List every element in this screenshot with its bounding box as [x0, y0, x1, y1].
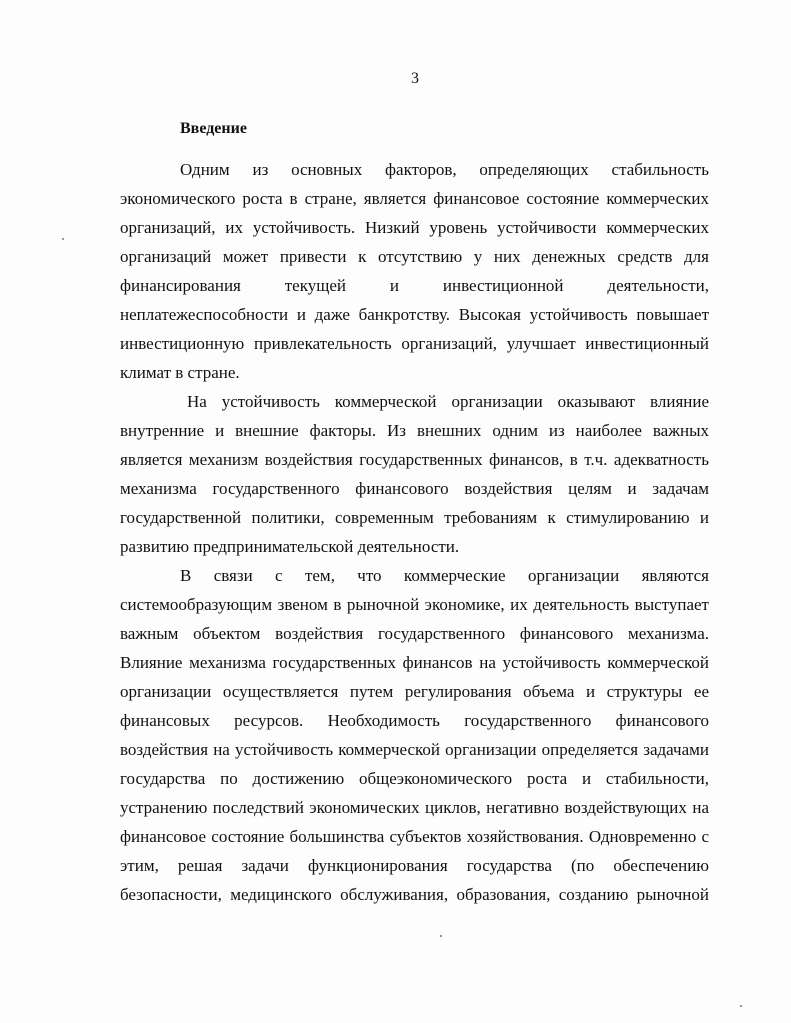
- scan-speck: [62, 238, 64, 240]
- paragraph-3-line-9: устранению последствий экономических циклов, негативно воздействующих на: [120, 798, 709, 817]
- paragraph-3-line-12: безопасности, медицинского обслуживания, образования, созданию рыночной: [120, 885, 709, 904]
- paragraph-3-line-11: этим, решая задачи функционирования государства (по обеспечению: [120, 856, 709, 875]
- paragraph-2-line-2: внутренние и внешние факторы. Из внешних одним из наиболее важных: [120, 421, 709, 440]
- paragraph-3-line-6: финансовых ресурсов. Необходимость государственного финансового: [120, 711, 709, 730]
- paragraph-2-line-6: развитию предпринимательской деятельности.: [120, 537, 460, 556]
- paragraph-1-line-7: инвестиционную привлекательность организаций, улучшает инвестиционный: [120, 334, 709, 353]
- paragraph-1-line-2: экономического роста в стране, является финансовое состояние коммерческих: [120, 189, 709, 208]
- paragraph-3-line-5: организации осуществляется путем регулирования объема и структуры ее: [120, 682, 709, 701]
- paragraph-2-line-5: государственной политики, современным требованиям к стимулированию и: [120, 508, 709, 527]
- paragraph-1-line-5: финансирования текущей и инвестиционной деятельности,: [120, 276, 709, 295]
- paragraph-1-line-4: организаций может привести к отсутствию у них денежных средств для: [120, 247, 709, 266]
- section-heading: Введение: [180, 120, 247, 137]
- paragraph-3-line-1: В связи с тем, что коммерческие организации являются: [180, 566, 709, 585]
- paragraph-3-line-10: финансовое состояние большинства субъектов хозяйствования. Одновременно с: [120, 827, 709, 846]
- paragraph-1-line-8: климат в стране.: [120, 363, 240, 382]
- paragraph-3-line-4: Влияние механизма государственных финансов на устойчивость коммерческой: [120, 653, 709, 672]
- paragraph-1-line-6: неплатежеспособности и даже банкротству. Высокая устойчивость повышает: [120, 305, 709, 324]
- scan-speck: [740, 1005, 742, 1007]
- paragraph-3-line-2: системообразующим звеном в рыночной экономике, их деятельность выступает: [120, 595, 709, 614]
- paragraph-3-line-3: важным объектом воздействия государственного финансового механизма.: [120, 624, 709, 643]
- scan-speck: [440, 935, 442, 937]
- paragraph-2-line-3: является механизм воздействия государственных финансов, в т.ч. адекватность: [120, 450, 709, 469]
- paragraph-2-line-1: На устойчивость коммерческой организации оказывают влияние: [187, 392, 709, 411]
- paragraph-1-line-3: организаций, их устойчивость. Низкий уровень устойчивости коммерческих: [120, 218, 709, 237]
- paragraph-3-line-7: воздействия на устойчивость коммерческой организации определяется задачами: [120, 740, 709, 759]
- paragraph-2-line-4: механизма государственного финансового воздействия целям и задачам: [120, 479, 709, 498]
- paragraph-1-line-1: Одним из основных факторов, определяющих стабильность: [180, 160, 709, 179]
- paragraph-3-line-8: государства по достижению общеэкономического роста и стабильности,: [120, 769, 709, 788]
- page-number: 3: [411, 70, 419, 87]
